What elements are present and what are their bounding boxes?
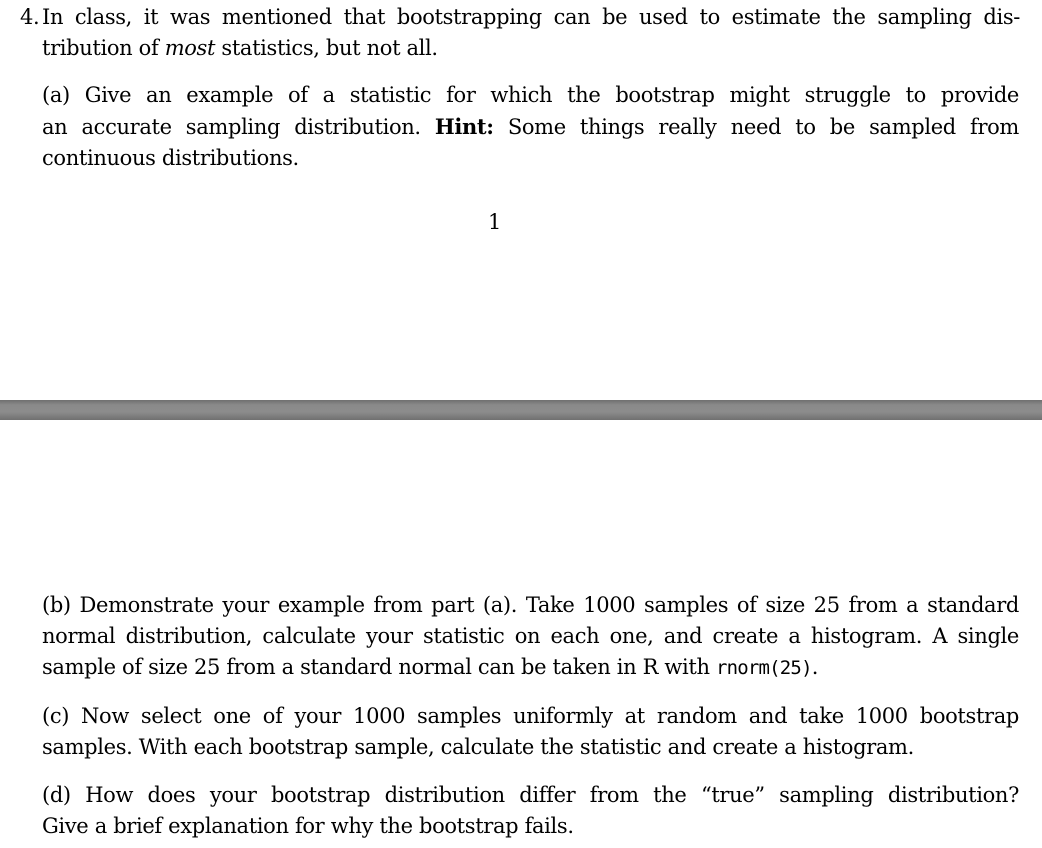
- part-c-line-1: (c) Now select one of your 1000 samples uniformly at random and take 1000 bootstrap: [42, 704, 1019, 728]
- part-b-line-3-start: sample of size 25 from a standard normal can be taken in R with: [42, 655, 716, 679]
- question-4-text-line-1: In class, it was mentioned that bootstrapping can be used to estimate the sampling dis-: [42, 5, 1020, 29]
- question-4-text-line-2-end: statistics, but not all.: [215, 36, 438, 60]
- question-4-text-line-2-start: tribution of: [42, 36, 165, 60]
- question-4: [20, 2, 1020, 64]
- part-a: [42, 80, 1019, 174]
- emphasis-most: most: [164, 36, 216, 60]
- part-c: [42, 701, 1019, 763]
- part-c-line-2: samples. With each bootstrap sample, calculate the statistic and create a histogram.: [42, 735, 914, 759]
- part-d-line-2: Give a brief explanation for why the bootstrap fails.: [42, 814, 574, 838]
- part-d: [42, 780, 1019, 842]
- part-b-line-1: (b) Demonstrate your example from part (a). Take 1000 samples of size 25 from a standard: [42, 593, 1019, 617]
- part-a-line-2-start: an accurate sampling distribution.: [42, 115, 435, 139]
- part-b-line-3: [42, 652, 1019, 684]
- question-4-line-2: [20, 33, 1020, 64]
- part-b-line-3-end: .: [811, 655, 819, 679]
- question-4-line-1: [20, 2, 1020, 33]
- hint-label: Hint:: [434, 114, 494, 139]
- page-separator: [0, 400, 1042, 420]
- page-number: 1: [488, 210, 502, 234]
- part-a-line-3: continuous distributions.: [42, 146, 299, 170]
- question-number: 4.: [20, 5, 40, 29]
- part-a-line-2-end: Some things really need to be sampled from: [493, 115, 1019, 139]
- part-a-line-1: (a) Give an example of a statistic for which the bootstrap might struggle to provide: [42, 83, 1019, 107]
- code-rnorm: rnorm(25): [715, 657, 812, 679]
- part-d-line-1: (d) How does your bootstrap distribution differ from the “true” sampling distribution?: [42, 783, 1019, 807]
- part-a-line-2: [42, 111, 1019, 143]
- part-b: [42, 590, 1019, 684]
- part-b-line-2: normal distribution, calculate your statistic on each one, and create a histogram. A single: [42, 624, 1019, 648]
